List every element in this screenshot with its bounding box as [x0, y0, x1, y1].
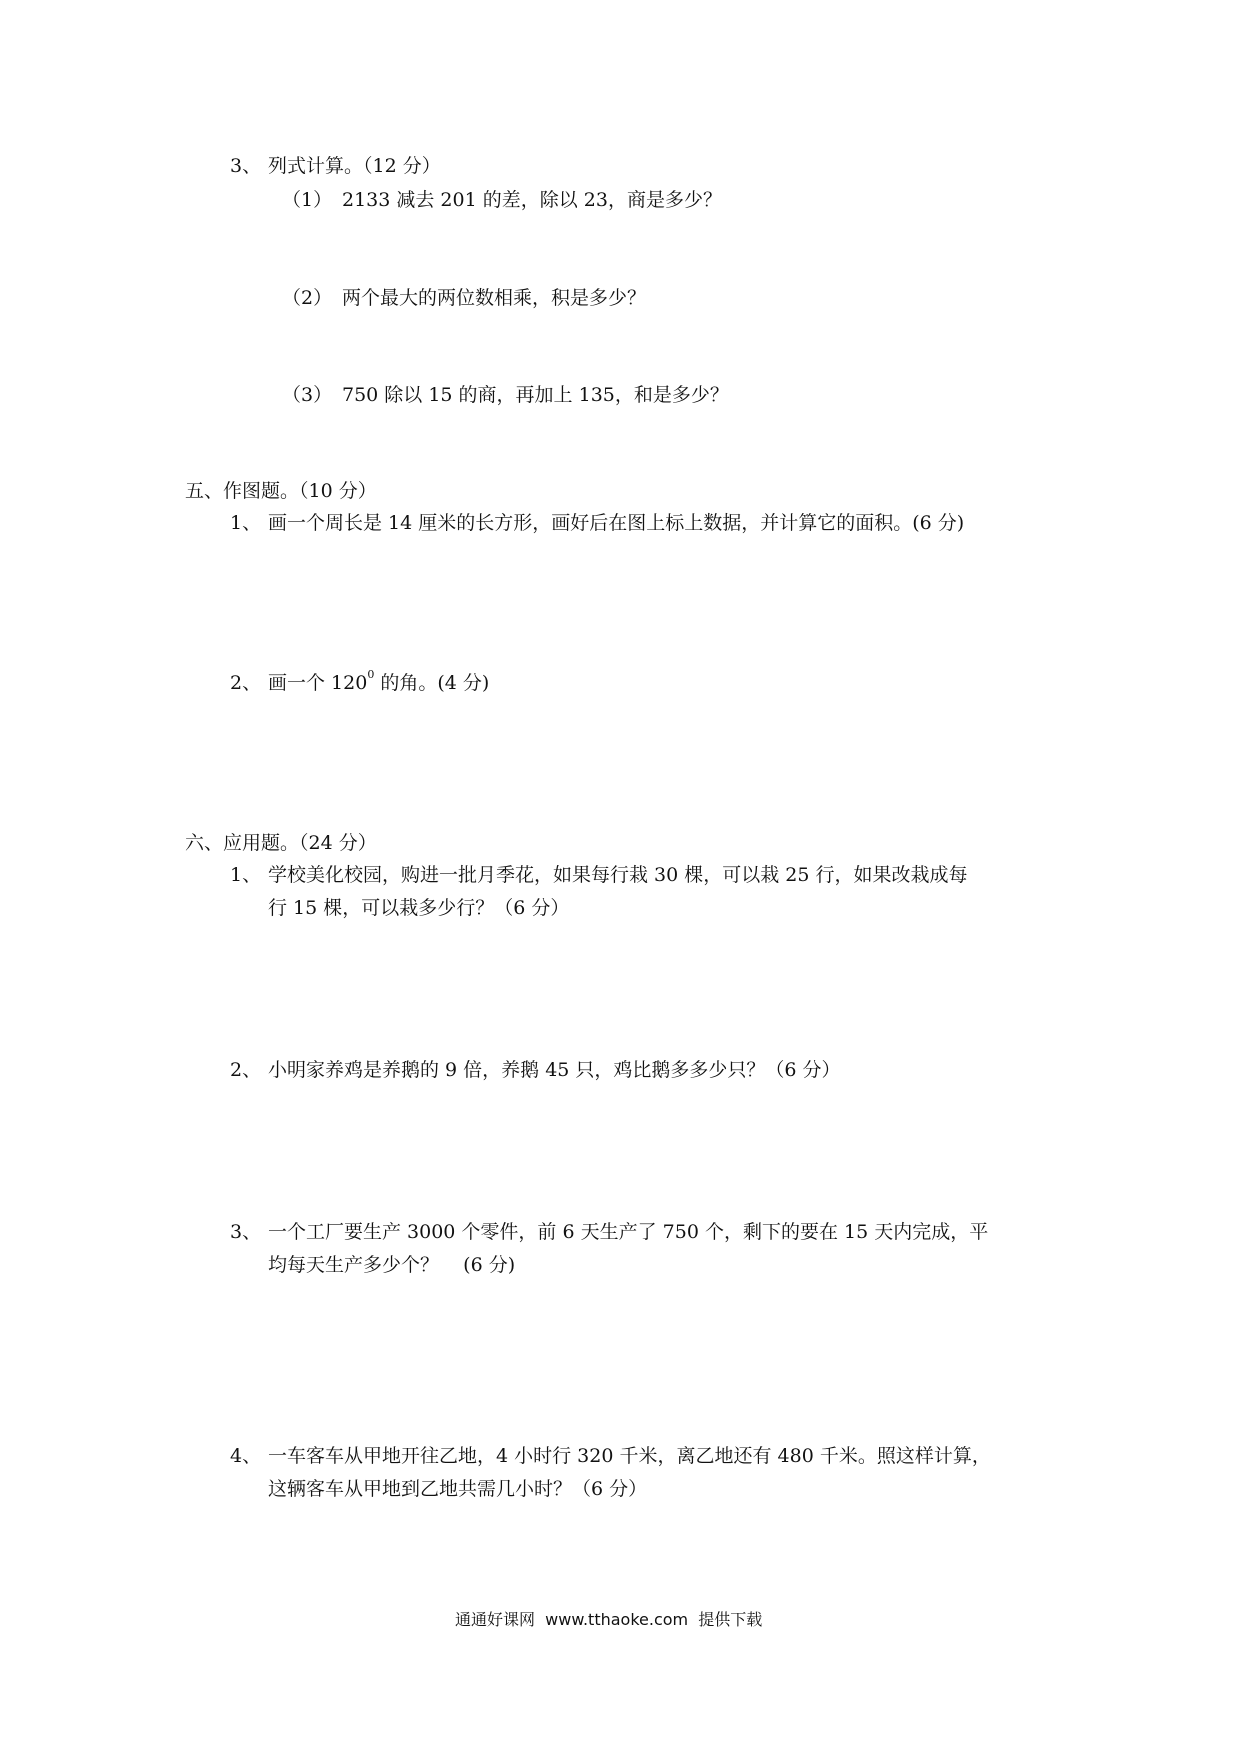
sub-question-text: 750 除以 15 的商，再加上 135，和是多少？ — [342, 384, 729, 406]
question-6-4 — [230, 1444, 991, 1468]
question-number: 2、 — [230, 1059, 262, 1081]
page-footer: 通通好课网 www.tthaoke.com 提供下载 — [455, 1610, 763, 1629]
question-number: 3、 — [230, 155, 262, 177]
question-5-2 — [230, 667, 490, 695]
sub-question-number: （2） — [282, 287, 333, 309]
question-text: 小明家养鸡是养鹅的 9 倍，养鹅 45 只，鸡比鹅多多少只？（6 分） — [268, 1059, 841, 1081]
question-number: 2、 — [230, 672, 262, 694]
question-6-3 — [230, 1220, 988, 1244]
question-number: 1、 — [230, 864, 262, 886]
question-5-1 — [230, 511, 964, 535]
question-6-2 — [230, 1058, 841, 1082]
question-text: 列式计算。（12 分） — [268, 155, 441, 177]
sub-question-number: （3） — [282, 384, 333, 406]
sub-question-3 — [282, 383, 729, 407]
question-number: 3、 — [230, 1221, 262, 1243]
question-number: 1、 — [230, 512, 262, 534]
question-6-1-continued: 行 15 棵，可以栽多少行？（6 分） — [268, 897, 570, 919]
question-number: 4、 — [230, 1445, 262, 1467]
sub-question-1 — [282, 188, 722, 212]
sub-question-text: 两个最大的两位数相乘，积是多少？ — [342, 287, 647, 309]
question-4-3-title — [230, 154, 441, 178]
question-text: 一个工厂要生产 3000 个零件，前 6 天生产了 750 个，剩下的要在 15 天内完成，平 — [268, 1221, 989, 1243]
question-text: 画一个周长是 14 厘米的长方形，画好后在图上标上数据，并计算它的面积。(6 分) — [268, 512, 965, 534]
question-text: 一车客车从甲地开往乙地，4 小时行 320 千米，离乙地还有 480 千米。照这样计算， — [268, 1445, 991, 1467]
question-text: 画一个 $120^0$ 的角。(4 分) — [268, 667, 490, 694]
sub-question-number: （1） — [282, 189, 333, 211]
question-6-1 — [230, 863, 968, 887]
section-6-title: 六、应用题。（24 分） — [185, 832, 377, 854]
section-5-title: 五、作图题。（10 分） — [185, 480, 377, 502]
question-text: 学校美化校园，购进一批月季花，如果每行栽 30 棵，可以栽 25 行，如果改栽成每 — [268, 864, 968, 886]
question-6-3-continued: 均每天生产多少个？ (6 分) — [268, 1254, 516, 1276]
sub-question-2 — [282, 286, 646, 310]
question-6-4-continued: 这辆客车从甲地到乙地共需几小时？（6 分） — [268, 1478, 648, 1500]
sub-question-text: 2133 减去 201 的差，除以 23，商是多少？ — [342, 189, 722, 211]
degree-superscript: 0 — [367, 667, 375, 681]
